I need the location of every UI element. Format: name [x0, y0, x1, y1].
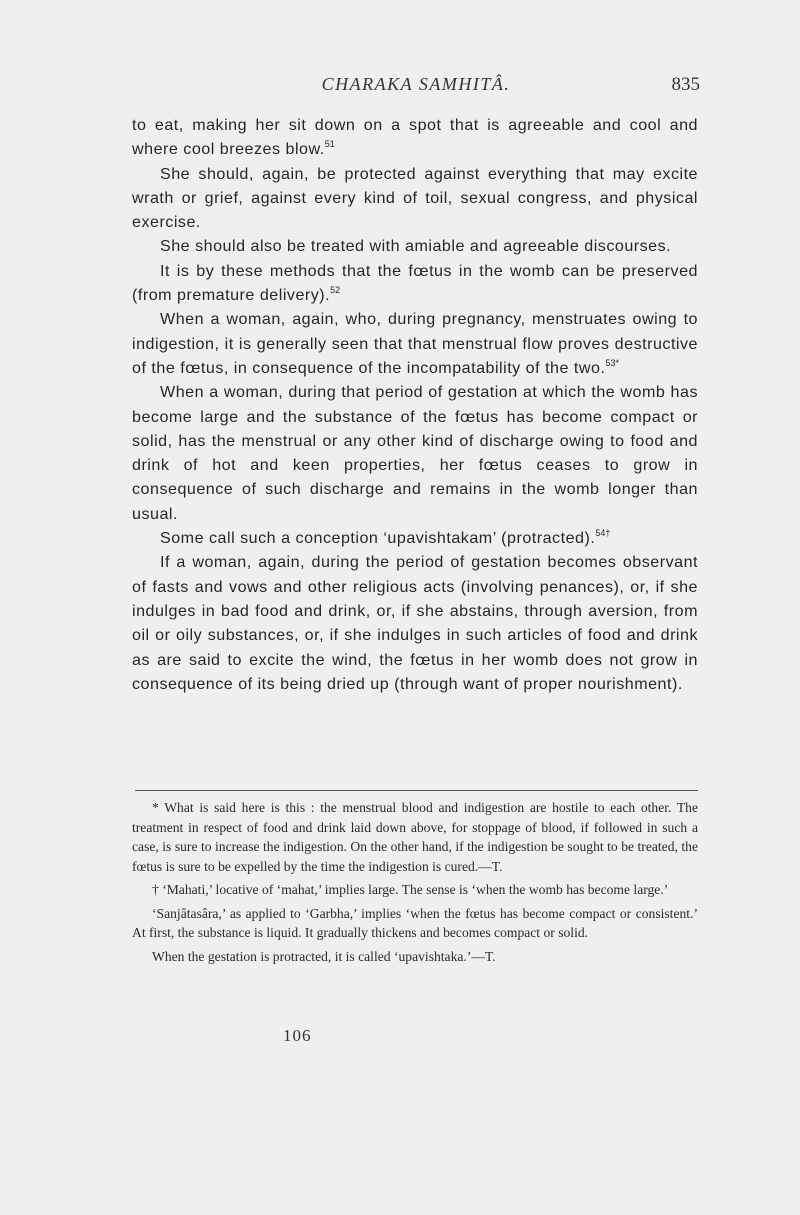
note-reference: 51: [324, 139, 335, 150]
page-header: [132, 72, 700, 102]
paragraph-text: Some call such a conception ‘upavishtakam’ (protracted).: [160, 529, 596, 548]
paragraph: [132, 113, 698, 162]
footnote: † ‘Mahati,’ locative of ‘mahat,’ implies large. The sense is ‘when the womb has become large.’: [152, 882, 669, 897]
paragraph: [132, 259, 698, 308]
signature-mark: 106: [283, 1026, 312, 1045]
main-text: [132, 113, 698, 696]
note-reference: 53*: [605, 357, 619, 368]
footnote: * What is said here is this : the menstrual blood and indigestion are hostile to each other. The treatment in respect of food and drink laid down above, for stoppage of blood, if followed in such a case, is sure to increase the indigestion. On the other hand, if the indigestion be sought to be treated, the fœtus is sure to be expelled by the time the indigestion is cured.—T.: [132, 800, 698, 874]
paragraph-text: When a woman, again, who, during pregnancy, menstruates owing to indigestion, it is generally seen that that menstrual flow proves destructive of the fœtus, in consequence of the incompatability of the two.: [132, 310, 698, 377]
paragraph: If a woman, again, during the period of gestation becomes observant of fasts and vows and other religious acts (involving penances), or, if she indulges in bad food and drink, or, if she abstains, through aversion, from oil or oily substances, or, if she indulges in such articles of food and drink as are said to excite the wind, the fœtus in her womb does not grow in consequence of its being dried up (through want of proper nourishment).: [132, 553, 698, 693]
paragraph: She should also be treated with amiable and agreeable discourses.: [160, 237, 672, 256]
page-number: 835: [671, 74, 700, 95]
paragraph: [132, 526, 698, 550]
footnote-divider: [135, 790, 698, 791]
note-reference: 54†: [595, 528, 611, 539]
paragraph-text: to eat, making her sit down on a spot that is agreeable and cool and where cool breezes blow.: [132, 116, 698, 159]
running-title: CHARAKA SAMHITÂ.: [321, 74, 511, 94]
footnote: ‘Sanjâtasâra,’ as applied to ‘Garbha,’ implies ‘when the fœtus has become compact or consistent.’ At first, the substance is liquid. It gradually thickens and becomes compact or solid.: [132, 905, 698, 940]
footnotes: [132, 798, 698, 966]
paragraph: [132, 307, 698, 380]
footnote: When the gestation is protracted, it is called ‘upavishtaka.’—T.: [152, 948, 496, 964]
paragraph: When a woman, during that period of gestation at which the womb has become large and the substance of the fœtus has become compact or solid, has the menstrual or any other kind of discharge owing to food and drink of hot and keen properties, her fœtus ceases to grow in consequence of such discharge and remains in the womb longer than usual.: [132, 383, 698, 523]
paragraph-text: It is by these methods that the fœtus in the womb can be preserved (from premature delivery).: [132, 261, 698, 305]
paragraph: She should, again, be protected against everything that may excite wrath or grief, against every kind of toil, sexual congress, and physical exercise.: [132, 164, 698, 232]
note-reference: 52: [330, 285, 341, 296]
